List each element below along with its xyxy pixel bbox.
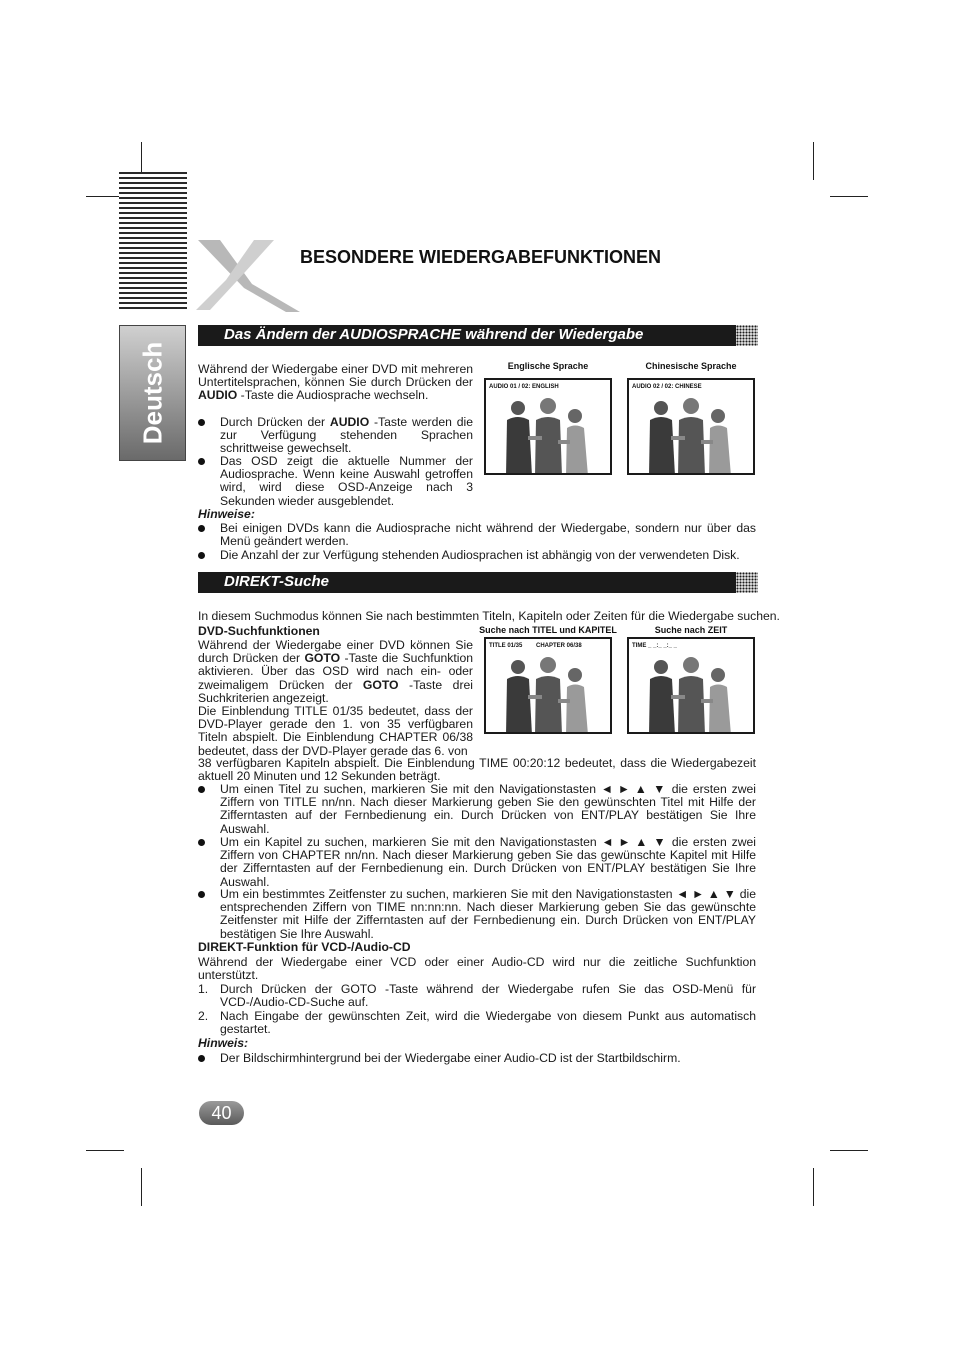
vcd-heading: DIREKT-Funktion für VCD-/Audio-CD xyxy=(198,940,411,954)
page-title: BESONDERE WIEDERGABEFUNKTIONEN xyxy=(300,247,662,267)
bullet-icon xyxy=(198,786,205,793)
osd-screen-chinese xyxy=(627,378,755,475)
search-bullet-1: Um einen Titel zu suchen, markieren Sie mit den Navigationstasten ◄ ► ▲ ▼ die ersten zwei Ziffern von TITLE nn/nn. Nach dieser Markierung geben Sie den gewünschten Titel mit Hilfe der Zifferntasten auf der Fernbedienung ein. Durch Drücken von ENT/PLAY bestätigen Sie Ihre Auswahl. xyxy=(220,783,756,836)
bullet-icon xyxy=(198,891,205,898)
note-item-2: Die Anzahl der zur Verfügung stehenden Audiosprachen ist abhängig von der verwendeten Disk. xyxy=(220,549,756,562)
dot-pattern xyxy=(736,325,758,346)
section-heading-text: DIREKT-Suche xyxy=(224,573,330,590)
screen-caption-english: Englische Sprache xyxy=(507,361,589,371)
direct-intro: In diesem Suchmodus können Sie nach bestimmten Titeln, Kapiteln oder Zeiten für die Wiedergabe suchen. xyxy=(198,609,780,623)
vcd-step-1: 1. Durch Drücken der GOTO -Taste während der Wiedergabe rufen Sie das OSD-Menü für VCD-/Audio-CD-Suche auf. xyxy=(198,982,756,1010)
brand-logo-icon xyxy=(196,234,304,314)
bullet-icon xyxy=(198,525,205,532)
people-image xyxy=(502,653,598,734)
people-image xyxy=(645,394,741,475)
bullet-icon xyxy=(198,458,205,465)
osd-text: AUDIO 02 / 02: CHINESE xyxy=(632,384,702,390)
notes-label: Hinweise: xyxy=(198,507,255,521)
screen-caption-title-chapter: Suche nach TITEL und KAPITEL xyxy=(479,625,617,635)
note-label: Hinweis: xyxy=(198,1036,249,1050)
audio-intro: Während der Wiedergabe einer DVD mit mehreren Untertitelsprachen, können Sie durch Drücken der AUDIO -Taste die Audiosprache wechseln. xyxy=(198,362,473,403)
dvd-paragraph-2: Die Einblendung TITLE 01/35 bedeutet, dass der DVD-Player gerade den 1. von 35 verfügbaren Titeln abspielt. Die Einblendung CHAPTER 06/38 bedeutet, dass der DVD-Player gerade das 6. von xyxy=(198,704,473,758)
page-number: 40 xyxy=(199,1101,244,1125)
bullet-icon xyxy=(198,839,205,846)
dot-pattern xyxy=(736,572,758,593)
bullet-icon xyxy=(198,552,205,559)
note-item: Der Bildschirmhintergrund bei der Wiedergabe einer Audio-CD ist der Startbildschirm. xyxy=(220,1052,756,1065)
bullet-icon xyxy=(198,1055,205,1062)
crop-mark xyxy=(141,1168,142,1206)
note-item-1: Bei einigen DVDs kann die Audiosprache nicht während der Wiedergabe, sondern nur über das Menü geändert werden. xyxy=(220,522,756,548)
osd-title: TITLE 01/35 xyxy=(489,643,523,649)
osd-chapter: CHAPTER 06/38 xyxy=(536,643,582,649)
bullet-icon xyxy=(198,419,205,426)
dvd-heading: DVD-Suchfunktionen xyxy=(198,624,320,638)
people-image xyxy=(502,394,598,475)
dvd-paragraph-1: Während der Wiedergabe einer DVD können Sie durch Drücken der GOTO -Taste die Suchfunktion aktivieren. Über das OSD wird nach ein- oder zweimaligem Drücken der GOTO -Taste drei Suchkriterien angezeigt. xyxy=(198,638,473,705)
audio-bullet-2: Das OSD zeigt die aktuelle Nummer der Audiosprache. Wenn keine Auswahl getroffen wird, wird diese OSD-Anzeige nach 3 Sekunden wieder ausgeblendet. xyxy=(220,455,473,508)
crop-mark xyxy=(830,196,868,197)
section-heading-audio xyxy=(198,325,758,346)
screen-caption-chinese: Chinesische Sprache xyxy=(645,361,737,371)
language-tab xyxy=(119,325,186,461)
section-heading-direct xyxy=(198,572,758,593)
osd-time: TIME _ _:_ _:_ _ xyxy=(632,643,678,649)
osd-screen-english xyxy=(484,378,612,475)
decorative-stripes xyxy=(119,172,187,312)
audio-bullet-1: Durch Drücken der AUDIO -Taste werden die zur Verfügung stehenden Sprachen schrittweise gewechselt. xyxy=(220,416,473,456)
vcd-intro: Während der Wiedergabe einer VCD oder einer Audio-CD wird nur die zeitliche Suchfunktion unterstützt. xyxy=(198,955,756,983)
language-tab-label: Deutsch xyxy=(137,341,167,445)
people-image xyxy=(645,653,741,734)
crop-mark xyxy=(813,142,814,180)
search-bullet-3: Um ein bestimmtes Zeitfenster zu suchen, markieren Sie mit den Navigationstasten ◄ ► ▲ ▼ die entsprechenden Ziffern von TIME nn:nn:nn. Nach dieser Markierung geben Sie das gewünschte Zeitfenster mit Hilfe der Zifferntasten auf der Fernbedienung ein. Durch Drücken von ENT/PLAY bestätigen Sie Ihre Auswahl. xyxy=(220,888,756,941)
crop-mark xyxy=(830,1150,868,1151)
osd-text: AUDIO 01 / 02: ENGLISH xyxy=(489,384,559,390)
crop-mark xyxy=(86,1150,124,1151)
dvd-paragraph-2-cont: 38 verfügbaren Kapiteln abspielt. Die Einblendung TIME 00:20:12 bedeutet, dass die Wiedergabezeit aktuell 20 Minuten und 12 Sekunden beträgt. xyxy=(198,756,756,784)
crop-mark xyxy=(813,1168,814,1206)
osd-screen-title-chapter xyxy=(484,637,612,734)
section-heading-text: Das Ändern der AUDIOSPRACHE während der Wiedergabe xyxy=(224,326,644,343)
vcd-step-2: 2. Nach Eingabe der gewünschten Zeit, wird die Wiedergabe von diesem Punkt aus automatisch gestartet. xyxy=(198,1009,756,1037)
search-bullet-2: Um ein Kapitel zu suchen, markieren Sie mit den Navigationstasten ◄ ► ▲ ▼ die ersten zwei Ziffern von CHAPTER nn/nn. Nach dieser Markierung geben Sie das gewünschte Kapitel mit Hilfe der Zifferntasten auf der Fernbedienung ein. Durch Drücken von ENT/PLAY bestätigen Sie Ihre Auswahl. xyxy=(220,836,756,889)
screen-caption-time: Suche nach ZEIT xyxy=(654,625,728,635)
osd-screen-time xyxy=(627,637,755,734)
